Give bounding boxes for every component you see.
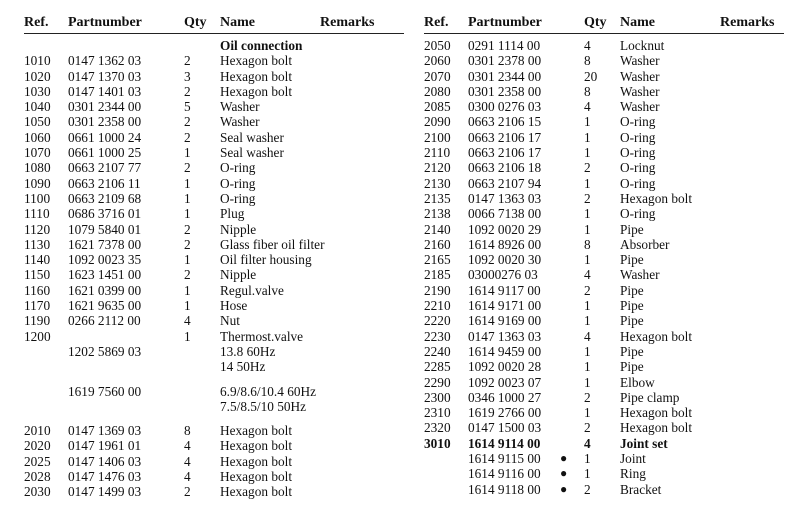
table-row (424, 38, 784, 53)
table-row (24, 454, 404, 469)
ref-cell: 3010 (424, 435, 451, 451)
ref-cell: 2030 (24, 484, 51, 500)
name-cell: Nipple (220, 221, 257, 237)
ref-cell: 1030 (24, 83, 51, 99)
part-number-cell: 0663 2106 17 (468, 129, 542, 145)
qty-cell: 4 (584, 38, 591, 53)
table-row (24, 222, 404, 237)
name-cell: Washer (220, 114, 260, 130)
name-cell: Hexagon bolt (220, 53, 293, 69)
table-row (424, 145, 784, 160)
table-row (424, 344, 784, 359)
qty-cell: 1 (584, 221, 591, 237)
part-number-cell: 1202 5869 03 (68, 343, 142, 359)
name-cell: Pipe clamp (620, 389, 680, 405)
ref-cell: 1020 (24, 68, 51, 84)
ref-cell: 1190 (24, 313, 51, 329)
ref-cell: 1110 (24, 206, 50, 222)
table-row (24, 53, 404, 68)
name-cell: Oil filter housing (220, 252, 312, 268)
name-cell: O-ring (620, 129, 656, 145)
part-number-cell: 1621 0399 00 (68, 282, 142, 298)
name-cell: 13.8 60Hz (220, 343, 276, 359)
table-row (424, 206, 784, 221)
qty-cell: 3 (184, 68, 191, 84)
qty-cell: 4 (584, 328, 591, 344)
part-number-cell: 0301 2344 00 (68, 99, 142, 115)
name-header: Name (220, 15, 255, 30)
table-row (424, 313, 784, 328)
part-number-cell: 0663 2107 94 (468, 175, 542, 191)
row-spacer (24, 414, 404, 423)
ref-cell: 1130 (24, 236, 51, 252)
ref-cell: 1040 (24, 99, 51, 115)
qty-cell: 2 (184, 221, 191, 237)
ref-cell: 2010 (24, 423, 51, 439)
ref-cell: 1170 (24, 298, 51, 314)
name-cell: Regul.valve (220, 282, 284, 298)
name-cell: Washer (220, 99, 260, 115)
part-number-cell: 0661 1000 24 (68, 129, 142, 145)
table-row (24, 484, 404, 499)
name-cell: Nut (220, 313, 240, 329)
ref-cell: 2165 (424, 252, 451, 268)
name-header: Name (620, 15, 655, 30)
name-cell: Washer (620, 99, 660, 115)
name-cell: Washer (620, 68, 660, 84)
table-row (24, 145, 404, 160)
name-cell: Hexagon bolt (620, 405, 693, 421)
name-cell: 6.9/8.6/10.4 60Hz (220, 383, 317, 399)
part-number-cell: 1621 7378 00 (68, 236, 142, 252)
name-cell: O-ring (620, 206, 656, 222)
ref-cell: 2290 (424, 374, 451, 390)
name-cell: Glass fiber oil filter (220, 236, 325, 252)
qty-cell: 2 (584, 282, 591, 298)
name-cell: Nipple (220, 267, 257, 283)
part-number-cell: 0147 1499 03 (68, 484, 142, 500)
table-row (24, 84, 404, 99)
part-number-cell: 0147 1401 03 (68, 83, 142, 99)
qty-cell: 2 (184, 160, 191, 176)
part-number-cell: 1079 5840 01 (68, 221, 142, 237)
table-header (24, 14, 404, 34)
table-row (424, 114, 784, 129)
name-cell: O-ring (220, 190, 256, 206)
qty-cell: 8 (584, 83, 591, 99)
ref-cell: 2070 (424, 68, 451, 84)
table-row (424, 329, 784, 344)
ref-cell: 2230 (424, 328, 451, 344)
qty-cell: 2 (184, 53, 191, 69)
qty-cell: 1 (584, 175, 591, 191)
table-row (424, 222, 784, 237)
ref-cell: 2310 (424, 405, 451, 421)
part-number-cell: 1092 0020 28 (468, 359, 542, 375)
name-cell: Hose (220, 298, 248, 314)
qty-cell: 2 (184, 236, 191, 252)
table-row (24, 160, 404, 175)
part-number-cell: 0663 2106 11 (68, 175, 141, 191)
table-row (24, 237, 404, 252)
part-number-cell: 0686 3716 01 (68, 206, 142, 222)
ref-cell: 1160 (24, 282, 51, 298)
qty-cell: 2 (184, 83, 191, 99)
table-row (24, 313, 404, 328)
ref-cell: 2138 (424, 206, 451, 222)
table-row (424, 84, 784, 99)
part-number-cell: 1614 9118 00 (468, 481, 541, 497)
qty-cell: 1 (584, 405, 591, 421)
qty-cell: 8 (184, 423, 191, 439)
ref-cell: 1090 (24, 175, 51, 191)
qty-cell: 8 (584, 53, 591, 69)
qty-cell: 1 (584, 359, 591, 375)
table-row (24, 438, 404, 453)
part-number-cell: 1619 7560 00 (68, 383, 142, 399)
part-number-cell: 1614 9116 00 (468, 466, 541, 482)
part-number-cell: 0663 2109 68 (68, 190, 142, 206)
part-number-cell: 0661 1000 25 (68, 145, 142, 161)
part-number-cell: 0663 2106 17 (468, 145, 542, 161)
qty-cell: 1 (184, 190, 191, 206)
part-number-cell: 0301 2358 00 (468, 83, 542, 99)
qty-cell: 1 (584, 129, 591, 145)
name-cell: Hexagon bolt (620, 328, 693, 344)
name-cell: Pipe (620, 252, 644, 268)
table-row (424, 420, 784, 435)
ref-cell: 2090 (424, 114, 451, 130)
qty-header: Qty (184, 15, 207, 30)
qty-cell: 1 (584, 466, 591, 482)
table-row (24, 191, 404, 206)
qty-cell: 1 (584, 145, 591, 161)
qty-cell: 2 (184, 267, 191, 283)
table-row (424, 482, 784, 497)
qty-cell: 2 (584, 420, 591, 436)
ref-cell: 2120 (424, 160, 451, 176)
qty-cell: 1 (584, 313, 591, 329)
ref-cell: 2190 (424, 282, 451, 298)
left-parts-table (24, 14, 404, 500)
table-row (424, 160, 784, 175)
qty-cell: 4 (584, 435, 591, 451)
qty-cell: 1 (584, 298, 591, 314)
part-number-cell: 1092 0020 29 (468, 221, 542, 237)
qty-cell: 2 (184, 129, 191, 145)
name-cell: O-ring (620, 114, 656, 130)
name-cell: Ring (620, 466, 646, 482)
ref-cell: 1200 (24, 328, 51, 344)
part-number-cell: 0147 1406 03 (68, 453, 142, 469)
left-rows (24, 38, 404, 500)
table-row (24, 69, 404, 84)
name-cell: O-ring (220, 175, 256, 191)
ref-cell: 2285 (424, 359, 451, 375)
ref-cell: 1080 (24, 160, 51, 176)
ref-cell: 1070 (24, 145, 51, 161)
ref-cell: 1010 (24, 53, 51, 69)
part-number-cell: 1092 0020 30 (468, 252, 542, 268)
name-cell: Hexagon bolt (620, 190, 693, 206)
name-cell: Hexagon bolt (620, 420, 693, 436)
qty-cell: 1 (184, 282, 191, 298)
bullet-icon: ● (560, 451, 568, 466)
ref-cell: 1060 (24, 129, 51, 145)
name-cell: Thermost.valve (220, 328, 304, 344)
table-row (24, 399, 404, 414)
remarks-header: Remarks (320, 15, 375, 30)
ref-cell: 1100 (24, 190, 51, 206)
bullet-icon: ● (560, 481, 568, 496)
table-row (424, 53, 784, 68)
qty-cell: 2 (184, 484, 191, 500)
qty-cell: 2 (584, 160, 591, 176)
table-row (24, 252, 404, 267)
part-number-cell: 0291 1114 00 (468, 38, 541, 53)
name-cell: Absorber (620, 236, 670, 252)
part-number-cell: 1092 0023 35 (68, 252, 142, 268)
part-number-cell: 0346 1000 27 (468, 389, 542, 405)
table-row (24, 206, 404, 221)
name-cell: Washer (620, 53, 660, 69)
ref-cell: 1150 (24, 267, 51, 283)
name-cell: Hexagon bolt (220, 68, 293, 84)
qty-cell: 1 (584, 206, 591, 222)
ref-cell: 2185 (424, 267, 451, 283)
part-number-cell: 0066 7138 00 (468, 206, 542, 222)
ref-cell: 2210 (424, 298, 451, 314)
qty-cell: 5 (184, 99, 191, 115)
table-row (24, 99, 404, 114)
table-row (424, 298, 784, 313)
ref-cell: 2135 (424, 190, 451, 206)
qty-cell: 8 (584, 236, 591, 252)
ref-cell: 2060 (424, 53, 451, 69)
name-cell: O-ring (620, 160, 656, 176)
qty-cell: 1 (184, 145, 191, 161)
table-row (24, 359, 404, 374)
name-cell: 14 50Hz (220, 359, 266, 375)
ref-cell: 2320 (424, 420, 451, 436)
part-number-cell: 0266 2112 00 (68, 313, 141, 329)
table-row (24, 298, 404, 313)
ref-cell: 2300 (424, 389, 451, 405)
name-cell: O-ring (620, 175, 656, 191)
ref-cell: 2160 (424, 236, 451, 252)
part-number-cell: 0147 1500 03 (468, 420, 542, 436)
table-row (24, 176, 404, 191)
qty-cell: 1 (184, 252, 191, 268)
bullet-icon: ● (560, 466, 568, 481)
table-row (24, 344, 404, 359)
qty-cell: 2 (184, 114, 191, 130)
right-rows (424, 38, 784, 497)
table-row (24, 38, 404, 53)
part-number-cell: 0301 2378 00 (468, 53, 542, 69)
qty-cell: 1 (584, 343, 591, 359)
part-number-cell: 0301 2358 00 (68, 114, 142, 130)
table-row (424, 69, 784, 84)
partnumber-header: Partnumber (68, 15, 142, 30)
ref-header: Ref. (424, 15, 449, 30)
part-number-cell: 1614 9169 00 (468, 313, 542, 329)
qty-cell: 4 (184, 469, 191, 485)
name-cell: Washer (620, 83, 660, 99)
part-number-cell: 0663 2106 18 (468, 160, 542, 176)
ref-cell: 2100 (424, 129, 451, 145)
part-number-cell: 0147 1363 03 (468, 328, 542, 344)
qty-cell: 1 (184, 206, 191, 222)
qty-cell: 1 (584, 451, 591, 467)
row-spacer (24, 375, 404, 384)
qty-cell: 20 (584, 68, 598, 84)
ref-cell: 2140 (424, 221, 451, 237)
partnumber-header: Partnumber (468, 15, 542, 30)
name-cell: Seal washer (220, 145, 284, 161)
table-row (424, 283, 784, 298)
part-number-cell: 0663 2107 77 (68, 160, 142, 176)
name-cell: Pipe (620, 313, 644, 329)
part-number-cell: 1623 1451 00 (68, 267, 142, 283)
part-number-cell: 1614 9459 00 (468, 343, 542, 359)
name-cell: Hexagon bolt (220, 438, 293, 454)
name-cell: Pipe (620, 221, 644, 237)
ref-cell: 2130 (424, 175, 451, 191)
ref-cell: 2028 (24, 469, 51, 485)
table-row (424, 390, 784, 405)
name-cell: Pipe (620, 359, 644, 375)
table-row (424, 405, 784, 420)
ref-cell: 1050 (24, 114, 51, 130)
table-row (424, 130, 784, 145)
part-number-cell: 1614 9117 00 (468, 282, 541, 298)
part-number-cell: 0663 2106 15 (468, 114, 542, 130)
ref-cell: 2220 (424, 313, 451, 329)
table-row (24, 423, 404, 438)
table-row (424, 99, 784, 114)
part-number-cell: 1614 8926 00 (468, 236, 542, 252)
table-row (424, 466, 784, 481)
ref-cell: 2025 (24, 453, 51, 469)
part-number-cell: 0147 1369 03 (68, 423, 142, 439)
qty-cell: 2 (584, 481, 591, 497)
qty-cell: 1 (184, 298, 191, 314)
qty-cell: 1 (184, 175, 191, 191)
table-row (424, 237, 784, 252)
qty-cell: 2 (584, 389, 591, 405)
name-cell: Elbow (620, 374, 655, 390)
ref-cell: 2085 (424, 99, 451, 115)
table-row (24, 267, 404, 282)
part-number-cell: 1621 9635 00 (68, 298, 142, 314)
part-number-cell: 0147 1961 01 (68, 438, 142, 454)
qty-cell: 4 (184, 313, 191, 329)
table-row (24, 384, 404, 399)
name-cell: Locknut (620, 38, 665, 53)
ref-header: Ref. (24, 15, 49, 30)
part-number-cell: 1614 9114 00 (468, 435, 541, 451)
part-number-cell: 03000276 03 (468, 267, 538, 283)
part-number-cell: 0147 1370 03 (68, 68, 142, 84)
table-row (424, 267, 784, 282)
table-header (424, 14, 784, 34)
ref-cell: 2240 (424, 343, 451, 359)
qty-cell: 1 (184, 328, 191, 344)
ref-cell: 2080 (424, 83, 451, 99)
part-number-cell: 0147 1362 03 (68, 53, 142, 69)
name-cell: Hexagon bolt (220, 83, 293, 99)
name-cell: Pipe (620, 298, 644, 314)
part-number-cell: 1619 2766 00 (468, 405, 542, 421)
qty-cell: 1 (584, 114, 591, 130)
name-cell: Washer (620, 267, 660, 283)
part-number-cell: 1614 9171 00 (468, 298, 542, 314)
part-number-cell: 1614 9115 00 (468, 451, 541, 467)
qty-cell: 1 (584, 252, 591, 268)
part-number-cell: 0147 1476 03 (68, 469, 142, 485)
name-cell: Pipe (620, 343, 644, 359)
name-cell: O-ring (220, 160, 256, 176)
name-cell: Oil connection (220, 38, 303, 53)
name-cell: Pipe (620, 282, 644, 298)
table-row (24, 283, 404, 298)
table-row (424, 451, 784, 466)
table-row (424, 436, 784, 451)
table-row (24, 114, 404, 129)
table-row (424, 252, 784, 267)
name-cell: Hexagon bolt (220, 453, 293, 469)
ref-cell: 1120 (24, 221, 51, 237)
name-cell: Joint (620, 451, 646, 467)
table-row (424, 176, 784, 191)
qty-cell: 4 (584, 99, 591, 115)
part-number-cell: 0147 1363 03 (468, 190, 542, 206)
table-row (424, 359, 784, 374)
table-row (24, 329, 404, 344)
ref-cell: 2050 (424, 38, 451, 53)
part-number-cell: 0300 0276 03 (468, 99, 542, 115)
ref-cell: 1140 (24, 252, 51, 268)
table-row (424, 191, 784, 206)
qty-cell: 2 (584, 190, 591, 206)
part-number-cell: 1092 0023 07 (468, 374, 542, 390)
name-cell: Plug (220, 206, 245, 222)
name-cell: Joint set (620, 435, 668, 451)
part-number-cell: 0301 2344 00 (468, 68, 542, 84)
qty-cell: 4 (584, 267, 591, 283)
name-cell: 7.5/8.5/10 50Hz (220, 398, 307, 414)
qty-header: Qty (584, 15, 607, 30)
table-row (24, 469, 404, 484)
table-row (24, 130, 404, 145)
right-parts-table (424, 14, 784, 497)
name-cell: Hexagon bolt (220, 469, 293, 485)
qty-cell: 4 (184, 438, 191, 454)
ref-cell: 2110 (424, 145, 451, 161)
remarks-header: Remarks (720, 15, 775, 30)
ref-cell: 2020 (24, 438, 51, 454)
name-cell: Hexagon bolt (220, 423, 293, 439)
name-cell: Seal washer (220, 129, 284, 145)
name-cell: Hexagon bolt (220, 484, 293, 500)
name-cell: Bracket (620, 481, 662, 497)
table-row (424, 375, 784, 390)
name-cell: O-ring (620, 145, 656, 161)
qty-cell: 1 (584, 374, 591, 390)
qty-cell: 4 (184, 453, 191, 469)
